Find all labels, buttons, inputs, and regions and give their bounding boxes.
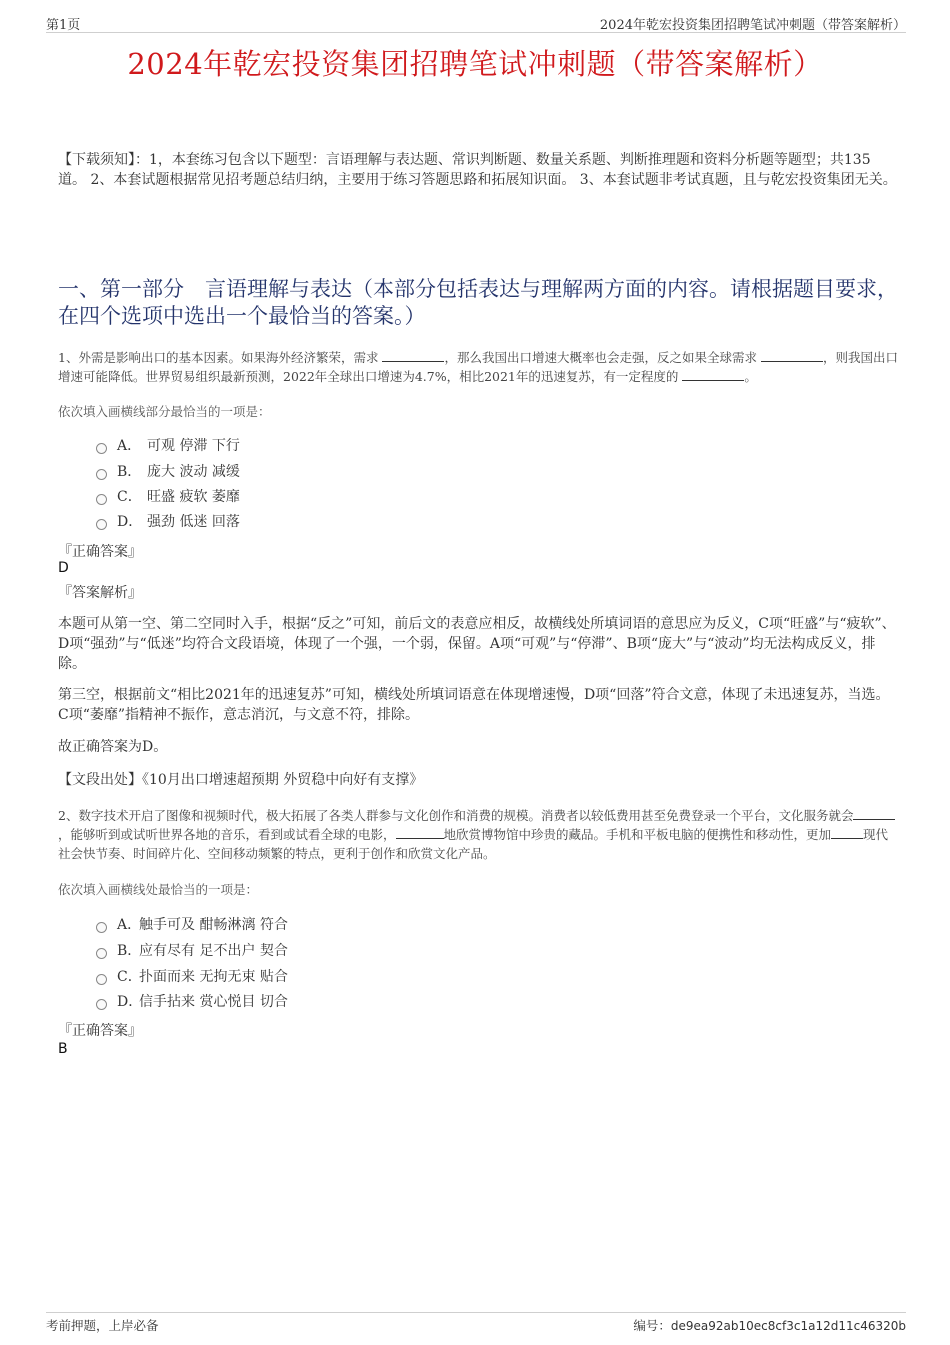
option-d[interactable]: D．信手拈来 赏心悦目 切合 — [96, 992, 288, 1012]
fill-blank — [831, 825, 863, 839]
answer-label: 『正确答案』 — [58, 544, 142, 560]
analysis-conclusion: 故正确答案为D。 — [58, 739, 168, 755]
radio-icon[interactable] — [96, 948, 107, 959]
fill-blank — [853, 806, 895, 820]
section-heading: 一、第一部分 言语理解与表达（本部分包括表达与理解两方面的内容。请根据题目要求，在四个选项中选出一个最恰当的答案。） — [58, 277, 898, 328]
question-1-prompt: 依次填入画横线部分最恰当的一项是： — [58, 404, 271, 419]
radio-icon[interactable] — [96, 974, 107, 985]
page-footer — [46, 1312, 906, 1333]
document-id: 编号：de9ea92ab10ec8cf3c1a12d11c46320b — [633, 1318, 906, 1333]
option-a[interactable]: A． 可观 停滞 下行 — [96, 436, 240, 456]
analysis-label: 『答案解析』 — [58, 585, 142, 601]
radio-icon[interactable] — [96, 494, 107, 505]
radio-icon[interactable] — [96, 999, 107, 1010]
radio-icon[interactable] — [96, 922, 107, 933]
analysis-paragraph: 第三空，根据前文“相比2021年的迅速复苏”可知，横线处所填词语意在体现增速慢，D项“回落”符合文意，体现了未迅速复苏，当选。C项“萎靡”指精神不振作，意志消沉，与文意不符，排除。 — [58, 687, 890, 723]
fill-blank — [396, 825, 444, 839]
page-number: 第1页 — [46, 18, 81, 33]
option-d[interactable]: D． 强劲 低迷 回落 — [96, 512, 240, 532]
option-b[interactable]: B．应有尽有 足不出户 契合 — [96, 941, 288, 961]
footer-slogan: 考前押题，上岸必备 — [46, 1318, 159, 1333]
analysis-paragraph: 本题可从第一空、第二空同时入手，根据“反之”可知，前后文的表意应相反，故横线处所填词语的意思应为反义，C项“旺盛”与“疲软”、D项“强劲”与“低迷”均符合文段语境，体现了一个强，一个弱，保留。A项“可观”与“停滞”、B项“庞大”与“波动”均无法构成反义，排除。 — [58, 616, 896, 672]
question-2-prompt: 依次填入画横线处最恰当的一项是： — [58, 882, 259, 897]
fill-blank — [761, 348, 823, 362]
radio-icon[interactable] — [96, 519, 107, 530]
fill-blank — [382, 348, 444, 362]
header-doc-title: 2024年乾宏投资集团招聘笔试冲刺题（带答案解析） — [599, 18, 906, 33]
fill-blank — [682, 367, 744, 381]
page-header — [46, 14, 906, 33]
option-b[interactable]: B． 庞大 波动 减缓 — [96, 462, 240, 482]
document-title: 2024年乾宏投资集团招聘笔试冲刺题（带答案解析） — [127, 47, 823, 81]
question-2-stem: 2、数字技术开启了图像和视频时代，极大拓展了各类人群参与文化创作和消费的规模。消费者以较低费用甚至免费登录一个平台，文化服务就会 ，能够听到或试听世界各地的音乐，看到或试看全球的电影， 地欣赏博物馆中珍贵的藏品。手机和平板电脑的便携性和移动性，更加 现代社会快节奏、时间碎片化、空间移动频繁的特点，更利于创作和欣赏文化产品。 — [58, 806, 900, 863]
answer-label: 『正确答案』 — [58, 1023, 142, 1039]
correct-answer: D — [58, 560, 69, 576]
radio-icon[interactable] — [96, 469, 107, 480]
option-a[interactable]: A．触手可及 酣畅淋漓 符合 — [96, 915, 288, 935]
question-1-stem: 1、外需是影响出口的基本因素。如果海外经济繁荣，需求 ，那么我国出口增速大概率也会走强，反之如果全球需求 ，则我国出口增速可能降低。世界贸易组织最新预测，2022年全球出口增速为4.7%，相比2021年的迅速复苏，有一定程度的 。 — [58, 350, 898, 384]
download-notice: 【下载须知】：1，本套练习包含以下题型：言语理解与表达题、常识判断题、数量关系题、判断推理题和资料分析题等题型；共135道。 2、本套试题根据常见招考题总结归纳，主要用于练习答题思路和拓展知识面。 3、本套试题非考试真题，且与乾宏投资集团无关。 — [58, 152, 897, 188]
correct-answer: B — [58, 1041, 68, 1057]
option-c[interactable]: C． 旺盛 疲软 萎靡 — [96, 487, 240, 507]
option-c[interactable]: C．扑面而来 无拘无束 贴合 — [96, 967, 288, 987]
source-citation: 【文段出处】《10月出口增速超预期 外贸稳中向好有支撑》 — [58, 772, 424, 788]
radio-icon[interactable] — [96, 443, 107, 454]
